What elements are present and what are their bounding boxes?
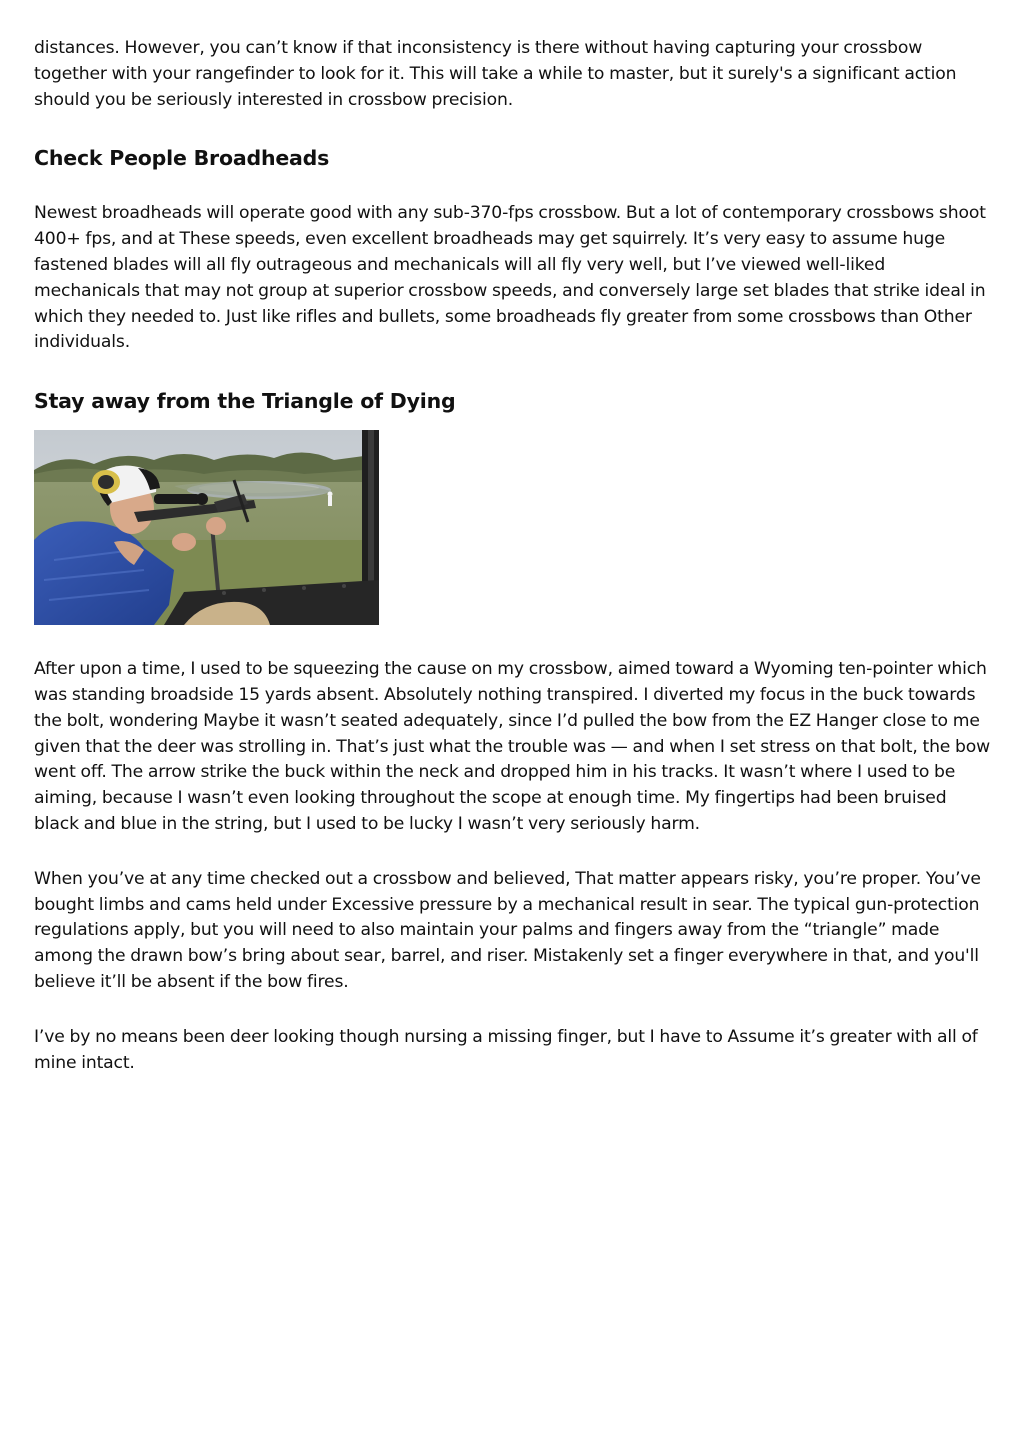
story-paragraph: After upon a time, I used to be squeezing the cause on my crossbow, aimed toward a Wyoming ten-pointer which was standing broadside 15 yards absent. Absolutely nothing transpired. I diverted my focus in the buck towards the bolt, wondering Maybe it wasn’t seated adequately, since I’d pulled the bow from the EZ Hanger close to me given that the deer was strolling in. That’s just what the trouble was — and when I set stress on that bolt, the bow went off. The arrow strike the buck within the neck and dropped him in his tracks. It wasn’t where I used to be aiming, because I wasn’t even looking throughout the scope at enough time. My fingertips had been bruised black and blue in the string, but I used to be lucky I wasn’t very seriously harm.	[34, 659, 991, 834]
photo-man-aiming-crossbow-icon	[34, 430, 379, 625]
triangle-paragraph: When you’ve at any time checked out a crossbow and believed, That matter appears risky, you’re proper. You’ve bought limbs and cams held under Excessive pressure by a mechanical result in sear. The typical gun-protection regulations apply, but you will need to also maintain your palms and fingers away from the “triangle” made among the drawn bow’s bring about sear, barrel, and riser. Mistakenly set a finger everywhere in that, and you'll believe it’ll be absent if the bow fires.	[34, 868, 981, 992]
article-body	[34, 36, 992, 1076]
closing-paragraph: I’ve by no means been deer looking though nursing a missing finger, but I have to Assume it’s greater with all of mine intact.	[34, 1026, 978, 1073]
broadheads-paragraph: Newest broadheads will operate good with any sub-370-fps crossbow. But a lot of contemporary crossbows shoot 400+ fps, and at These speeds, even excellent broadheads may get squirrely. It’s very easy to assume huge fastened blades will all fly outrageous and mechanicals will all fly very well, but I’ve viewed well-liked mechanicals that may not group at superior crossbow speeds, and conversely large set blades that strike ideal in which they needed to. Just like rifles and bullets, some broadheads fly greater from some crossbows than Other individuals.	[34, 203, 986, 353]
broadheads-heading: Check People Broadheads	[34, 146, 330, 171]
intro-paragraph: distances. However, you can’t know if that inconsistency is there without having capturing your crossbow together with your rangefinder to look for it. This will take a while to master, but it surely's a significant action should you be seriously interested in crossbow precision.	[34, 38, 957, 110]
crossbow-photo	[34, 430, 379, 625]
triangle-heading: Stay away from the Triangle of Dying	[34, 389, 456, 414]
